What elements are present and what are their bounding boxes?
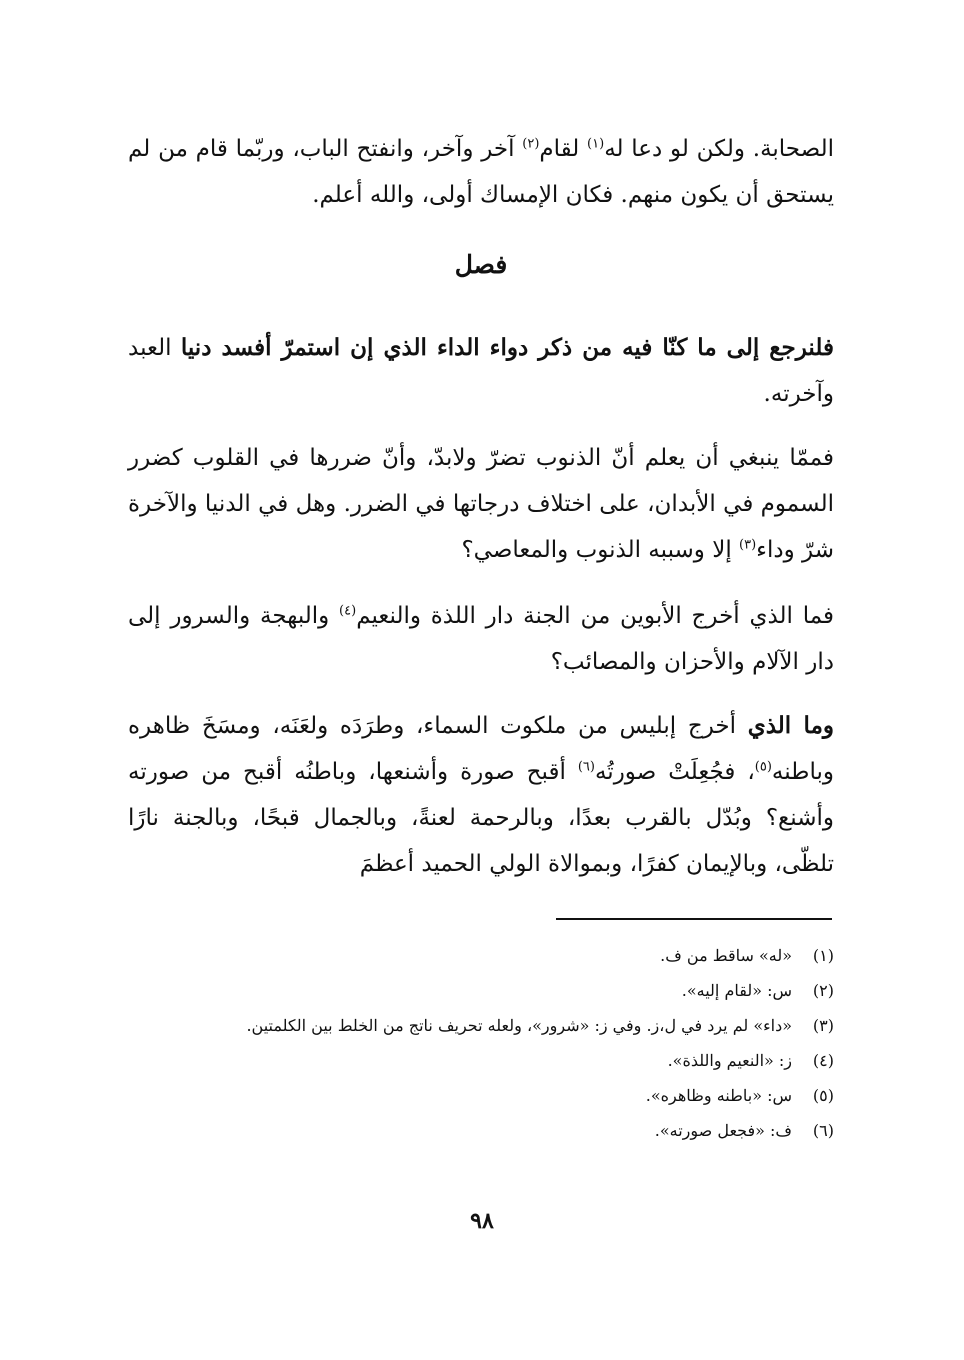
paragraph-1 xyxy=(128,126,834,218)
paragraph-4-text-a: فما الذي أخرج الأبوين من الجنة دار اللذة والنعيم xyxy=(356,603,834,629)
page-number: ٩٨ xyxy=(470,1208,494,1234)
paragraph-1-text-c: آخر وآخر، وانفتح الباب، وربّما قام من لم يستحق أن يكون منهم. فكان الإمساك أولى، والله أعلم. xyxy=(128,136,834,208)
paragraph-5-text-c: أقبح صورة وأشنعها، وباطنُه أقبح من صورته وأشنع؟ وبُدّل بالقرب بعدًا، وبالرحمة لعنةً، وبالجمال قبحًا، وبالجنة نارًا تلظّى، وبالإيمان كفرًا، وبموالاة الولي الحميد أعظمَ xyxy=(128,759,834,877)
footnote-item xyxy=(118,1008,834,1043)
footnote-text: س: «لقام إليه». xyxy=(681,981,792,1000)
footnote-number: (٦) xyxy=(812,1121,834,1140)
paragraph-4-text-b: والبهجة والسرور إلى دار الآلام والأحزان والمصائب؟ xyxy=(128,603,834,675)
section-heading: فصل xyxy=(454,250,508,279)
footnote-item xyxy=(118,1043,834,1078)
footnote-number: (٢) xyxy=(812,981,834,1000)
paragraph-4 xyxy=(128,593,834,685)
paragraph-1-text-a: الصحابة. ولكن لو دعا له xyxy=(604,136,834,162)
footnote-item xyxy=(118,938,834,973)
paragraph-5 xyxy=(128,703,834,887)
footnote-item xyxy=(118,1113,834,1148)
footnote-item xyxy=(118,973,834,1008)
footnote-ref-3[interactable]: (٣) xyxy=(739,537,757,553)
paragraph-5-text-a: أخرج إبليس من ملكوت السماء، وطرَدَه ولعَنَه، ومسَخَ ظاهره وباطنه xyxy=(128,713,834,785)
footnote-text: ز: «النعيم واللذة». xyxy=(667,1051,792,1070)
footnotes-list xyxy=(118,938,834,1148)
footnote-item xyxy=(118,1078,834,1113)
footnote-ref-2[interactable]: (٢) xyxy=(522,136,540,152)
footnote-ref-1[interactable]: (١) xyxy=(587,136,605,152)
footnote-number: (٤) xyxy=(812,1051,834,1070)
paragraph-3-text-b: إلا وسببه الذنوب والمعاصي؟ xyxy=(461,537,740,563)
footnote-ref-5[interactable]: (٥) xyxy=(754,759,772,775)
footnote-number: (٥) xyxy=(812,1086,834,1105)
footnote-text: «داء» لم يرد في ل،ز. وفي ز: «شرور»، ولعله تحريف ناتج من الخلط بين الكلمتين. xyxy=(246,1016,792,1035)
footnote-number: (١) xyxy=(812,946,834,965)
footnote-ref-6[interactable]: (٦) xyxy=(577,759,595,775)
paragraph-5-text-b: ، فجُعِلَتْ صورتُه xyxy=(594,759,755,785)
footnote-text: ف: «فجعل صورته». xyxy=(654,1121,792,1140)
footnote-separator xyxy=(556,918,832,920)
paragraph-2-bold-text: فلنرجع إلى ما كنّا فيه من ذكر دواء الداء الذي إن استمرّ أفسد دنيا xyxy=(180,334,834,361)
paragraph-3 xyxy=(128,435,834,573)
paragraph-2-text: العبد وآخرته. xyxy=(128,335,834,407)
footnote-number: (٣) xyxy=(812,1016,834,1035)
footnote-text: س: «باطنه وظاهره». xyxy=(645,1086,792,1105)
paragraph-2 xyxy=(128,325,834,417)
paragraph-5-bold-lead: وما الذي xyxy=(747,712,834,739)
footnote-text: «له» ساقط من ف. xyxy=(660,946,792,965)
paragraph-3-text-a: فممّا ينبغي أن يعلم أنّ الذنوب تضرّ ولابدّ، وأنّ ضررها في القلوب كضرر السموم في الأبدان، على اختلاف درجاتها في الضرر. وهل في الدنيا والآخرة شرّ وداء xyxy=(128,445,834,563)
footnote-ref-4[interactable]: (٤) xyxy=(339,603,357,619)
paragraph-1-text-b: لقام xyxy=(539,136,588,162)
